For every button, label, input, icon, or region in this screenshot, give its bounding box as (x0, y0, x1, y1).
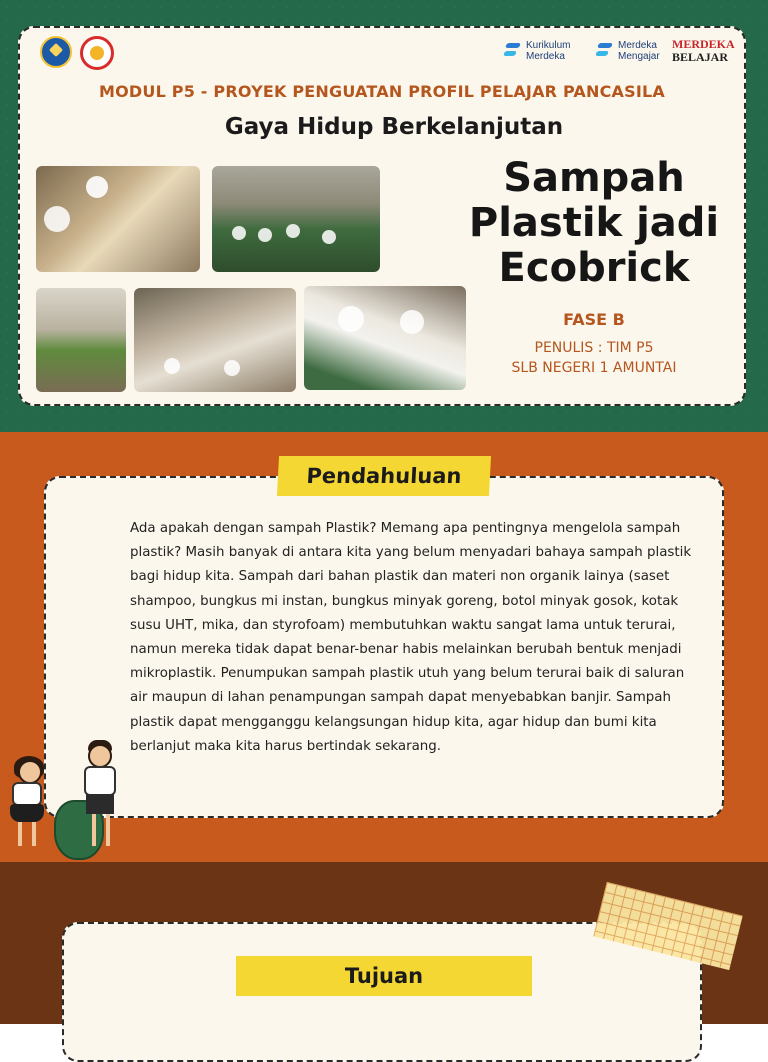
kurikulum-merdeka-text-1: Kurikulum (526, 40, 571, 51)
merdeka-belajar-text-2: BELAJAR (672, 50, 729, 64)
tut-wuri-handayani-logo (40, 36, 72, 68)
regional-government-logo (80, 36, 114, 70)
main-title (444, 156, 744, 291)
author-line-1: PENULIS : TIM P5 (534, 340, 654, 356)
main-title-line-1: Sampah (503, 155, 685, 201)
activity-photo-filling-bottles (304, 286, 466, 390)
activity-photo-students-working (134, 288, 296, 392)
activity-photo-group-sitting (212, 166, 380, 272)
activity-photo-sorting-plastic (36, 166, 200, 272)
phase-label: FASE B (563, 310, 625, 329)
kurikulum-merdeka-text-2: Merdeka (526, 51, 565, 62)
goal-heading: Tujuan (236, 956, 532, 996)
merdeka-mengajar-text-2: Mengajar (618, 51, 660, 62)
kurikulum-merdeka-mark-icon (504, 40, 522, 62)
intro-body-text: Ada apakah dengan sampah Plastik? Memang apa pentingnya mengelola sampah plastik? Masih banyak di antara kita yang belum menyadari bahaya sampah plastik bagi hidup kita. Sampah dari bahan plastik dan materi non organik lainya (saset shampoo, bungkus mi instan, bungkus minyak goreng, botol minyak gosok, kotak susu UHT, mika, dan styrofoam) membutuhkan waktu sangat lama untuk terurai, namun mereka tidak dapat benar-benar habis melainkan berubah bentuk menjadi mikroplastik. Penumpukan sampah plastik utuh yang belum terurai baik di saluran air maupun di lahan penampungan sampah dapat menyebabkan banjir. Sampah plastik dapat mengganggu kelangsungan hidup kita, agar hidup dan bumi kita berlanjut maka kita harus bertindak sekarang. (130, 521, 692, 754)
activity-photo-ecobrick-planter (36, 288, 126, 392)
merdeka-mengajar-mark-icon (596, 40, 614, 62)
main-title-line-3: Ecobrick (498, 245, 690, 291)
kurikulum-merdeka-logo (504, 40, 570, 62)
cover-card (18, 26, 746, 406)
author-line-2: SLB NEGERI 1 AMUNTAI (511, 360, 677, 376)
theme-title: Gaya Hidup Berkelanjutan (224, 114, 564, 140)
main-title-line-2: Plastik jadi (468, 200, 720, 246)
intro-heading: Pendahuluan (277, 456, 491, 496)
merdeka-mengajar-logo (596, 40, 660, 62)
module-title: MODUL P5 - PROYEK PENGUATAN PROFIL PELAJAR PANCASILA (99, 82, 665, 101)
merdeka-belajar-logo (672, 38, 735, 64)
merdeka-mengajar-text-1: Merdeka (618, 40, 657, 51)
merdeka-belajar-text-1: MERDEKA (672, 37, 735, 51)
